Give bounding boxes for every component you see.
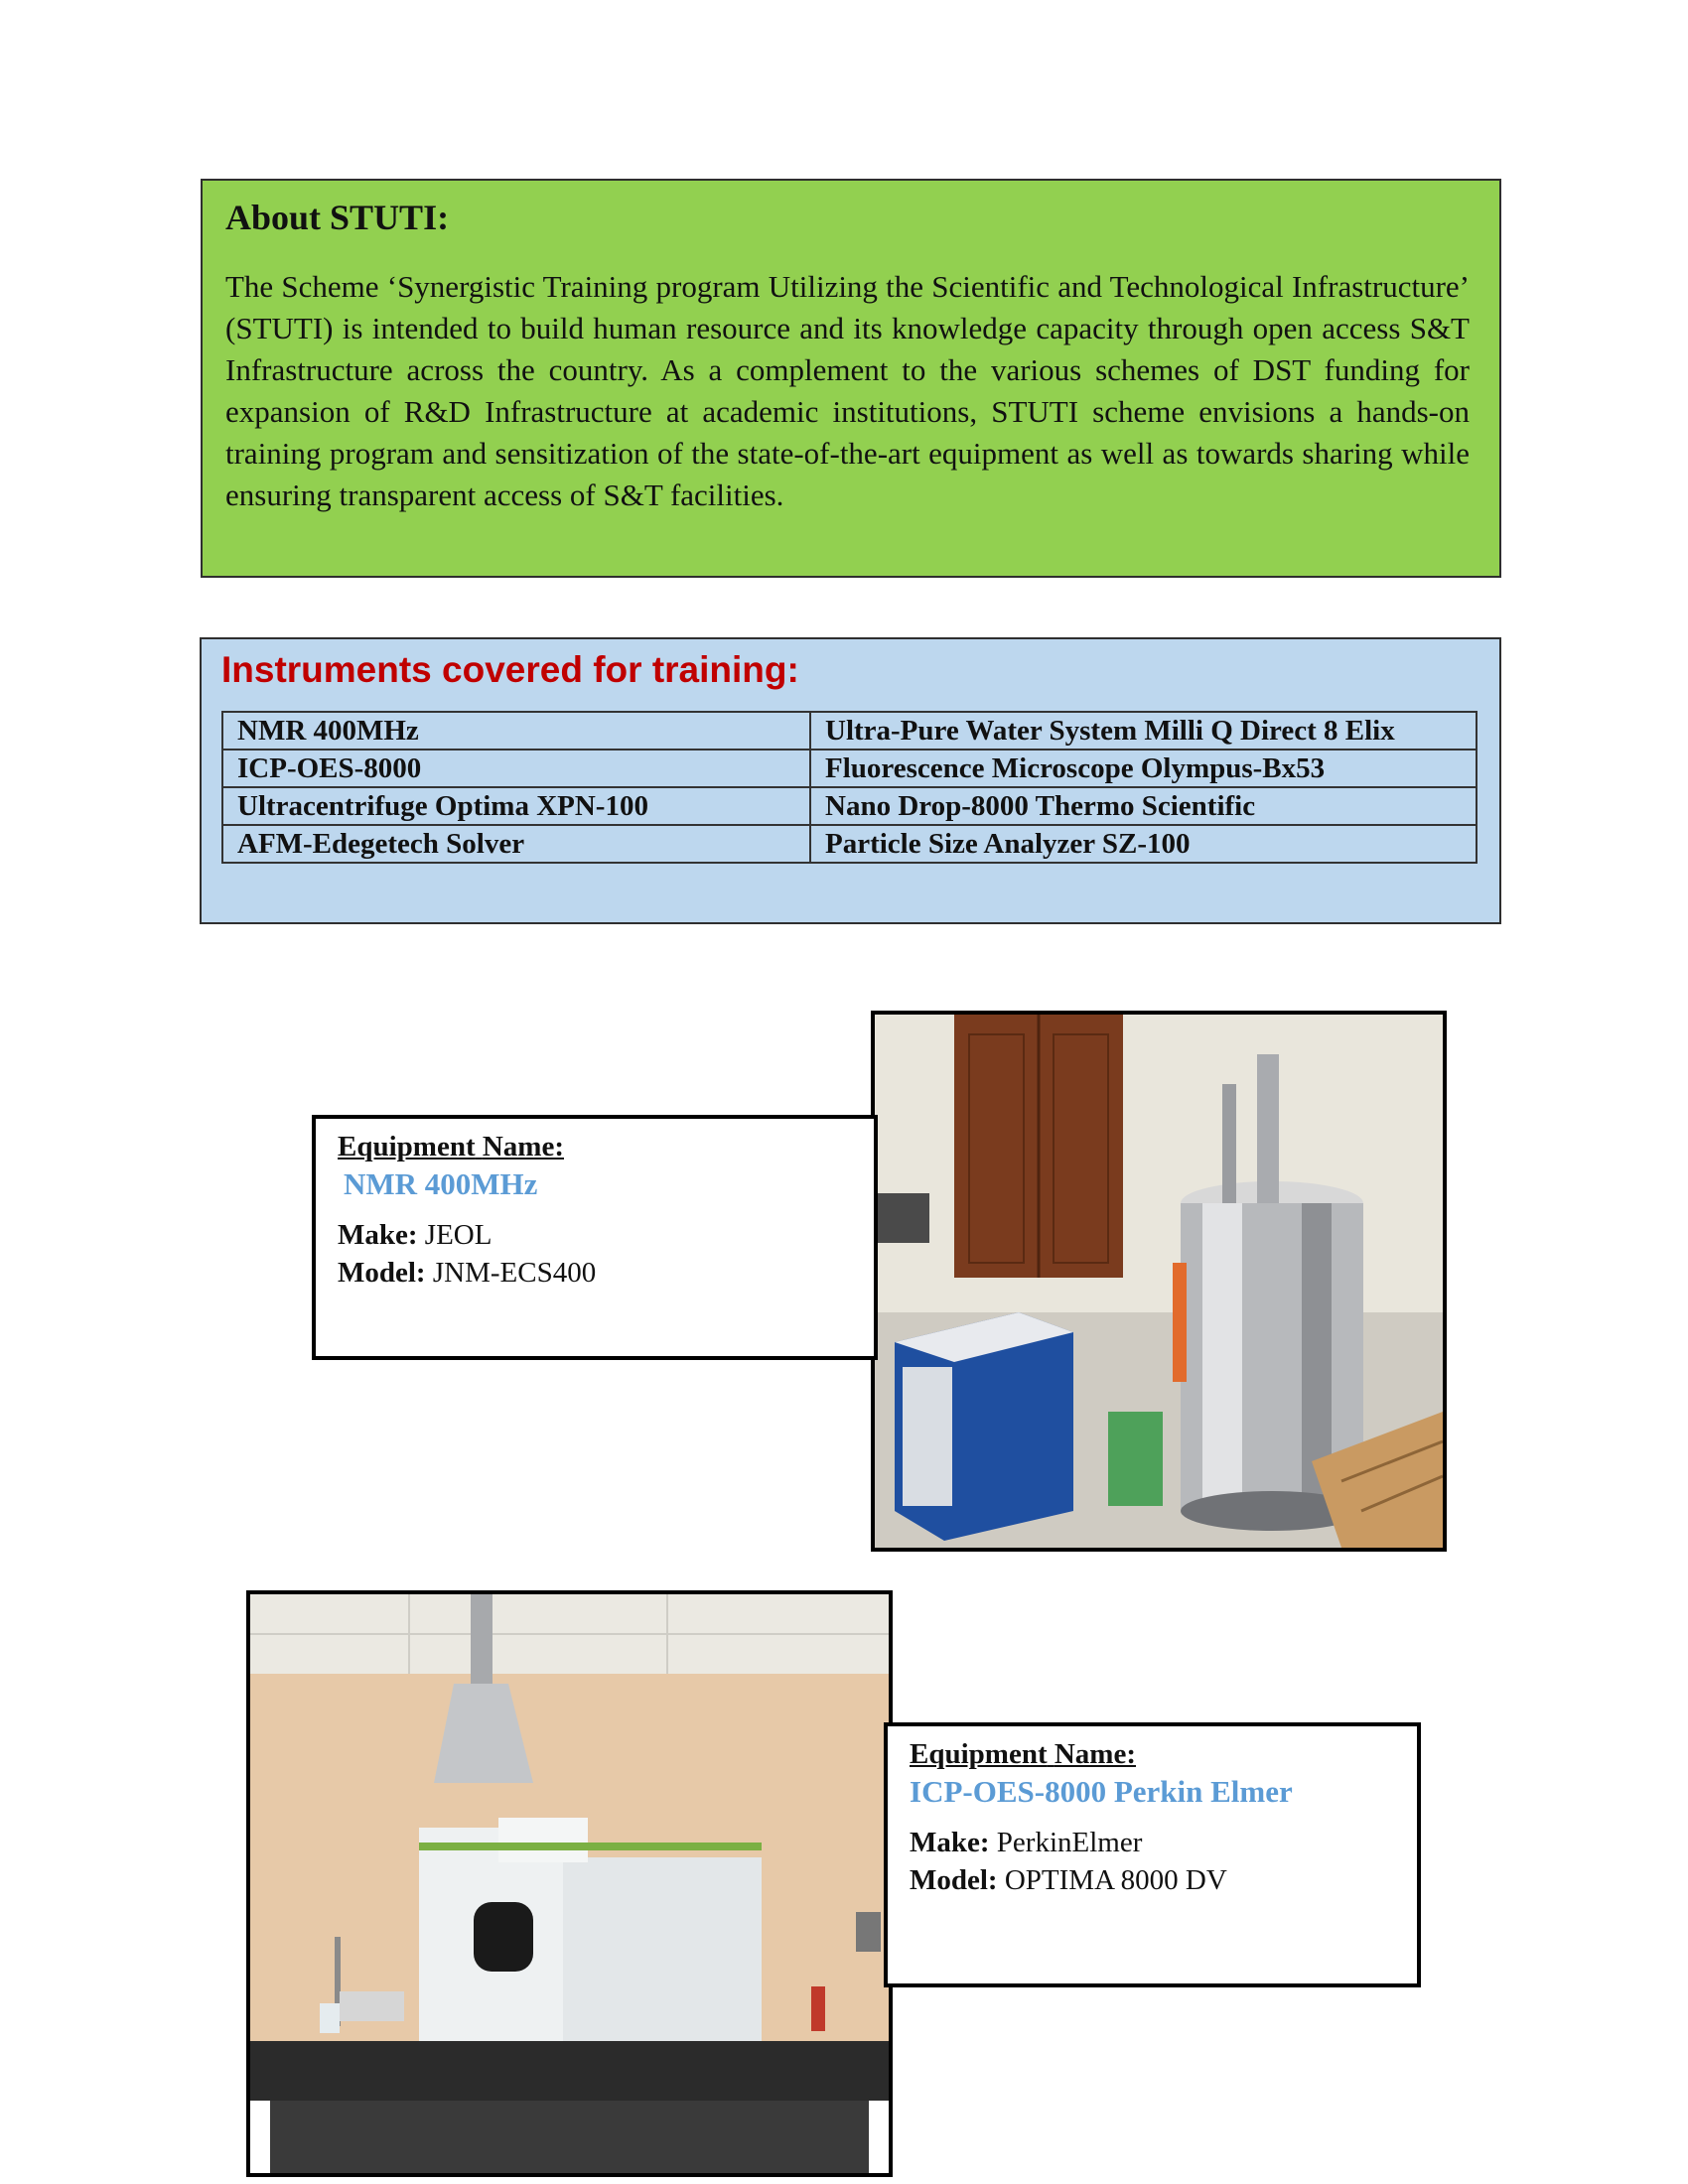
equipment-name-label: Equipment Name: <box>338 1131 564 1162</box>
instrument-cell: Nano Drop-8000 Thermo Scientific <box>810 787 1477 825</box>
instruments-box <box>200 637 1501 924</box>
model-row: Model: OPTIMA 8000 DV <box>910 1864 1227 1896</box>
about-stuti-box <box>201 179 1501 578</box>
instrument-cell: AFM-Edegetech Solver <box>222 825 810 863</box>
instrument-cell: Ultracentrifuge Optima XPN-100 <box>222 787 810 825</box>
model-value: JNM-ECS400 <box>432 1257 597 1289</box>
make-value: JEOL <box>424 1219 492 1251</box>
nmr-photo-illustration <box>875 1015 1443 1548</box>
table-row <box>222 712 1477 750</box>
make-row: Make: PerkinElmer <box>910 1827 1143 1858</box>
table-row <box>222 787 1477 825</box>
equipment-card-nmr <box>312 1115 878 1360</box>
instrument-cell: ICP-OES-8000 <box>222 750 810 787</box>
instruments-heading: Instruments covered for training: <box>221 649 799 690</box>
equipment-name-label: Equipment Name: <box>910 1738 1136 1770</box>
model-row: Model: JNM-ECS400 <box>338 1257 597 1289</box>
equipment-card-icp-oes <box>884 1722 1421 1987</box>
model-value: OPTIMA 8000 DV <box>1004 1864 1227 1896</box>
instrument-cell: Fluorescence Microscope Olympus-Bx53 <box>810 750 1477 787</box>
equipment-name: ICP-OES-8000 Perkin Elmer <box>910 1774 1293 1809</box>
table-row <box>222 825 1477 863</box>
icp-oes-photo <box>246 1590 893 2177</box>
nmr-photo <box>871 1011 1447 1552</box>
about-heading: About STUTI: <box>225 198 450 237</box>
icp-oes-photo-illustration <box>250 1594 889 2173</box>
instrument-cell: Ultra-Pure Water System Milli Q Direct 8 Elix <box>810 712 1477 750</box>
make-row: Make: JEOL <box>338 1219 492 1251</box>
instruments-table <box>221 711 1477 864</box>
instrument-cell: Particle Size Analyzer SZ-100 <box>810 825 1477 863</box>
equipment-name: NMR 400MHz <box>344 1166 538 1201</box>
table-row <box>222 750 1477 787</box>
make-value: PerkinElmer <box>996 1827 1143 1858</box>
about-body: The Scheme ‘Synergistic Training program Utilizing the Scientific and Technological Infrastructure’ (STUTI) is intended to build human resource and its knowledge capacity through open access S&T Infrastructure across the country. As a complement to the various schemes of DST funding for expansion of R&D Infrastructure at academic institutions, STUTI scheme envisions a hands-on training program and sensitization of the state-of-the-art equipment as well as towards sharing while ensuring transparent access of S&T facilities. <box>225 269 1470 512</box>
instrument-cell: NMR 400MHz <box>222 712 810 750</box>
